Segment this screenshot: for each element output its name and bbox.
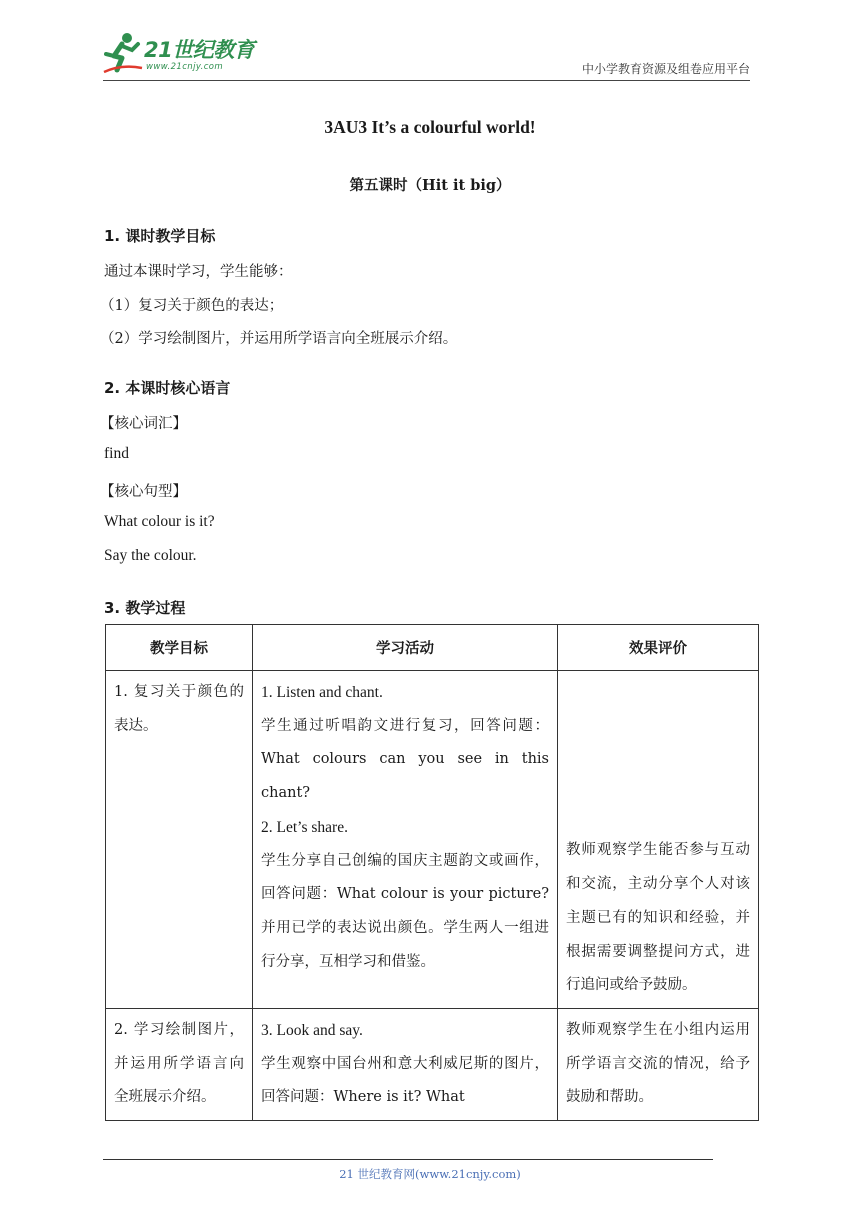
goal-text: 2. 学习绘制图片，并运用所学语言向全班展示介绍。 (114, 1022, 244, 1106)
lesson-title: 第五课时（Hit it big） (349, 177, 511, 194)
document-title: 3AU3 It’s a colourful world! (324, 117, 536, 137)
core-vocab-word: find (104, 445, 129, 462)
evaluation-text: 教师观察学生能否参与互动和交流，主动分享个人对该主题已有的知识和经验，并根据需要调整提问方式，进行追问或给予鼓励。 (566, 842, 750, 994)
objective-intro: 通过本课时学习，学生能够： (104, 264, 293, 280)
column-header-evaluation: 效果评价 (558, 625, 759, 671)
core-sentence-2: Say the colour. (104, 547, 197, 564)
column-header-goal: 教学目标 (106, 625, 253, 671)
activity-text: 学生观察中国台州和意大利威尼斯的图片，回答问题：Where is it? What (261, 1055, 549, 1106)
activity-title: 2. Let’s share. (261, 818, 348, 836)
core-vocab-label: 【核心词汇】 (100, 416, 187, 432)
footer-divider (103, 1159, 713, 1160)
column-header-activity: 学习活动 (253, 625, 558, 671)
activity-cell (253, 1009, 558, 1121)
section-3-heading: 3. 教学过程 (104, 599, 186, 617)
footer-link[interactable]: 21 世纪教育网(www.21cnjy.com) (339, 1167, 521, 1181)
activity-title: 1. Listen and chant. (261, 684, 383, 701)
objective-item-1: （1）复习关于颜色的表达； (100, 298, 284, 314)
goal-cell (106, 671, 253, 1009)
table-header-row (106, 625, 759, 671)
core-sentence-1: What colour is it? (104, 513, 215, 530)
section-2-heading: 2. 本课时核心语言 (104, 379, 231, 397)
objective-item-2: （2）学习绘制图片，并运用所学语言向全班展示介绍。 (100, 331, 458, 347)
activity-text: 学生通过听唱韵文进行复习，回答问题：What colours can you see in this chant? (261, 717, 549, 802)
table-row (106, 671, 759, 1009)
section-1-heading: 1. 课时教学目标 (104, 227, 216, 245)
page-header (0, 0, 860, 80)
evaluation-text: 教师观察学生在小组内运用所学语言交流的情况，给予鼓励和帮助。 (566, 1022, 750, 1106)
goal-cell (106, 1009, 253, 1121)
goal-text: 1. 复习关于颜色的表达。 (114, 684, 244, 734)
site-logo[interactable] (100, 30, 275, 78)
teaching-process-table (105, 624, 759, 1121)
evaluation-cell (558, 1009, 759, 1121)
activity-title: 3. Look and say. (261, 1022, 363, 1039)
header-tagline: 中小学教育资源及组卷应用平台 (581, 62, 750, 76)
logo-text: 21世纪教育 (144, 38, 255, 62)
runner-logo-icon (100, 30, 144, 76)
header-divider (103, 80, 750, 81)
evaluation-cell (558, 671, 759, 1009)
activity-text: 学生分享自己创编的国庆主题韵文或画作，回答问题：What colour is your picture?并用已学的表达说出颜色。学生两人一组进行分享，互相学习和借鉴。 (261, 852, 549, 970)
activity-cell (253, 671, 558, 1009)
logo-url: www.21cnjy.com (146, 62, 224, 72)
core-sentence-label: 【核心句型】 (100, 484, 187, 500)
table-row (106, 1009, 759, 1121)
